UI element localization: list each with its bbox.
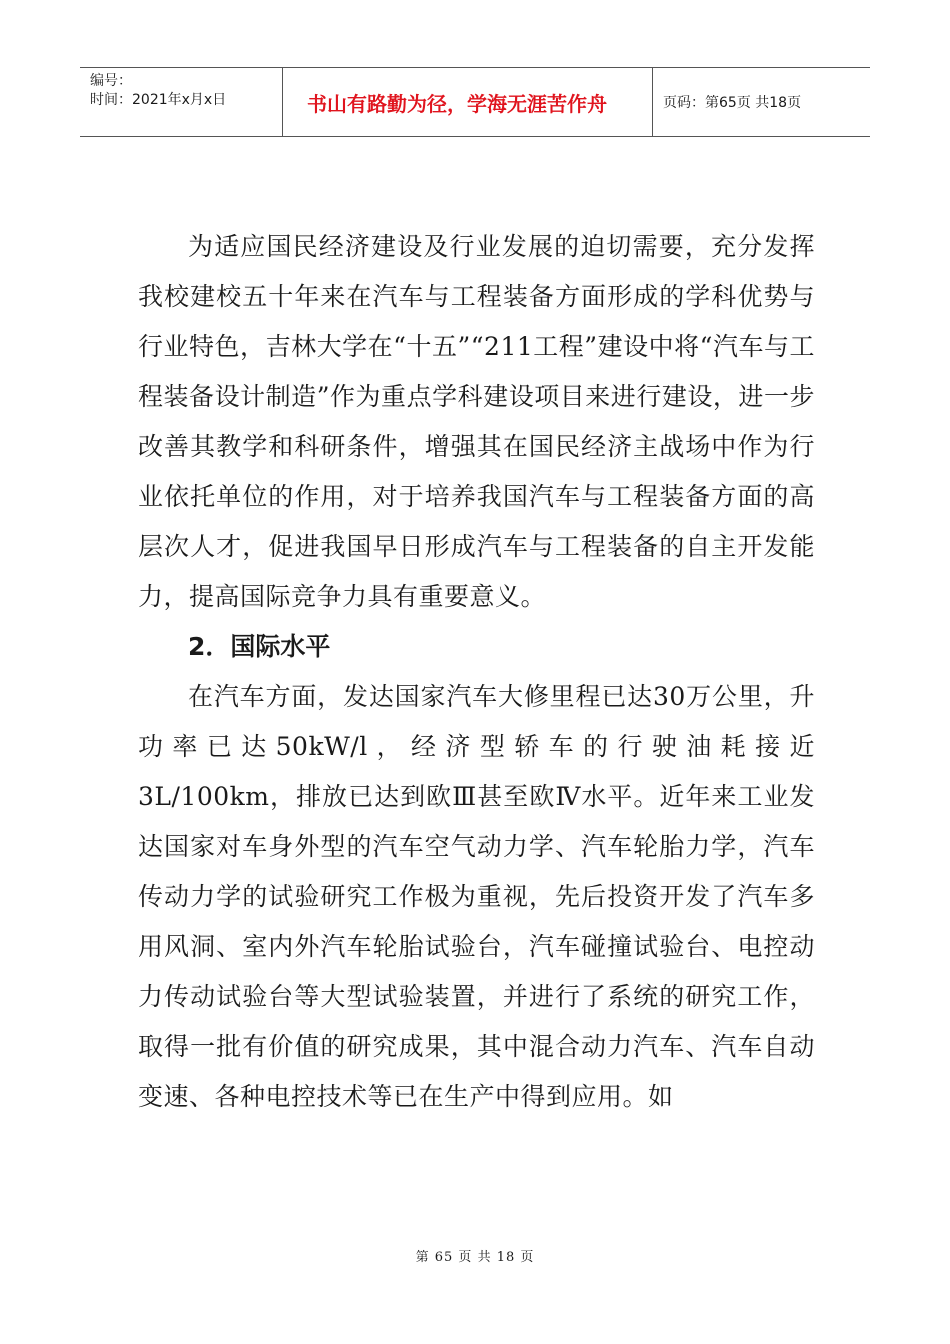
page-header — [80, 67, 870, 137]
body-paragraph-2: 在汽车方面，发达国家汽车大修里程已达30万公里，升功率已达50kW/l，经济型轿车的行驶油耗接近3L/100km，排放已达到欧Ⅲ甚至欧Ⅳ水平。近年来工业发达国家对车身外型的汽车空气动力学、汽车轮胎力学，汽车传动力学的试验研究工作极为重视，先后投资开发了汽车多用风洞、室内外汽车轮胎试验台，汽车碰撞试验台、电控动力传动试验台等大型试验装置，并进行了系统的研究工作，取得一批有价值的研究成果，其中混合动力汽车、汽车自动变速、各种电控技术等已在生产中得到应用。如 — [138, 682, 815, 1111]
document-time-label: 时间：2021年x月x日 — [90, 92, 227, 108]
header-page-info: 页码：第65页 共18页 — [663, 95, 802, 111]
header-motto-cell — [283, 68, 653, 136]
document-body — [138, 222, 815, 1122]
page-footer: 第 65 页 共 18 页 — [415, 1250, 535, 1265]
section-heading: 2．国际水平 — [188, 632, 331, 661]
document-number-label: 编号： — [90, 73, 132, 89]
header-page-cell — [653, 68, 870, 136]
header-motto: 书山有路勤为径，学海无涯苦作舟 — [307, 91, 607, 116]
header-meta-cell — [80, 68, 283, 136]
body-paragraph-1: 为适应国民经济建设及行业发展的迫切需要，充分发挥我校建校五十年来在汽车与工程装备方面形成的学科优势与行业特色，吉林大学在“十五”“211工程”建设中将“汽车与工程装备设计制造”作为重点学科建设项目来进行建设，进一步改善其教学和科研条件，增强其在国民经济主战场中作为行业依托单位的作用，对于培养我国汽车与工程装备方面的高层次人才，促进我国早日形成汽车与工程装备的自主开发能力，提高国际竞争力具有重要意义。 — [138, 232, 815, 611]
